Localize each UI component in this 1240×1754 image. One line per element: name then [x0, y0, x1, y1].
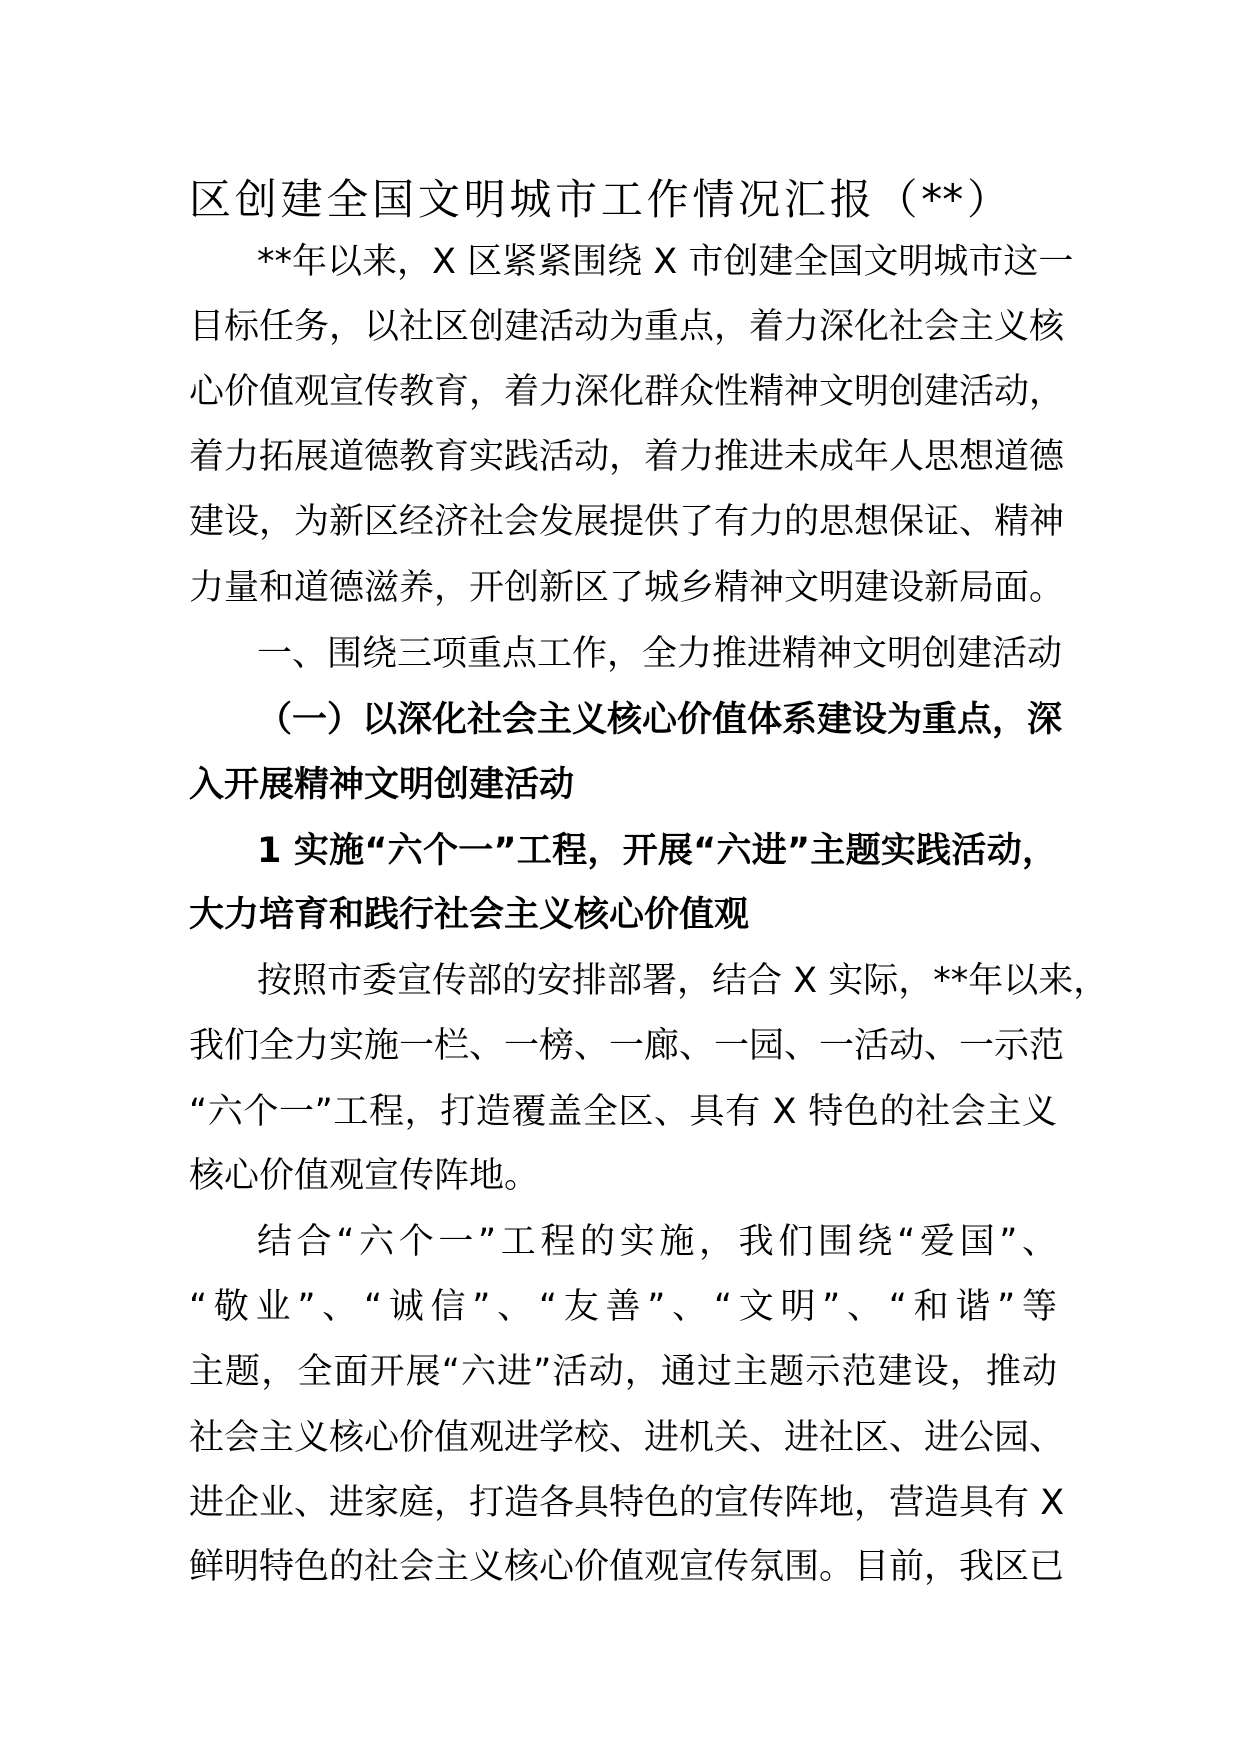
paragraph-line: 按照市委宣传部的安排部署，结合 X 实际，**年以来，	[257, 961, 1109, 1001]
item-heading: 1 实施“六个一”工程，开展“六进”主题实践活动，	[257, 831, 1057, 871]
paragraph-line: **年以来，X 区紧紧围绕 X 市创建全国文明城市这一	[257, 242, 1074, 282]
section-heading: 一、围绕三项重点工作，全力推进精神文明创建活动	[257, 634, 1063, 674]
paragraph-line: 进企业、进家庭，打造各具特色的宣传阵地，营造具有 X	[189, 1483, 1065, 1523]
paragraph-line: 核心价值观宣传阵地。	[189, 1156, 540, 1196]
paragraph-line: 着力拓展道德教育实践活动，着力推进未成年人思想道德	[189, 437, 1065, 477]
paragraph-line: 社会主义核心价值观进学校、进机关、进社区、进公园、	[189, 1418, 1065, 1458]
paragraph-line: 心价值观宣传教育，着力深化群众性精神文明创建活动，	[189, 372, 1065, 412]
subsection-heading: （一）以深化社会主义核心价值体系建设为重点，深	[257, 700, 1063, 740]
paragraph-line: 力量和道德滋养，开创新区了城乡精神文明建设新局面。	[189, 568, 1065, 608]
paragraph-line: 鲜明特色的社会主义核心价值观宣传氛围。目前，我区已	[189, 1547, 1065, 1587]
paragraph-line: 结合“六个一”工程的实施，我们围绕“爱国”、	[257, 1222, 1057, 1262]
subsection-heading: 入开展精神文明创建活动	[189, 765, 575, 805]
paragraph-line: 建设，为新区经济社会发展提供了有力的思想保证、精神	[189, 502, 1065, 542]
paragraph-line: 目标任务，以社区创建活动为重点，着力深化社会主义核	[189, 307, 1065, 347]
document-title: 区创建全国文明城市工作情况汇报（**）	[189, 175, 1009, 224]
item-heading: 大力培育和践行社会主义核心价值观	[189, 895, 750, 935]
paragraph-line: “敬业”、“诚信”、“友善”、“文明”、“和谐”等	[189, 1287, 1057, 1327]
paragraph-line: “六个一”工程，打造覆盖全区、具有 X 特色的社会主义	[189, 1092, 1057, 1132]
paragraph-line: 我们全力实施一栏、一榜、一廊、一园、一活动、一示范	[189, 1026, 1065, 1066]
paragraph-line: 主题，全面开展“六进”活动，通过主题示范建设，推动	[189, 1352, 1057, 1392]
